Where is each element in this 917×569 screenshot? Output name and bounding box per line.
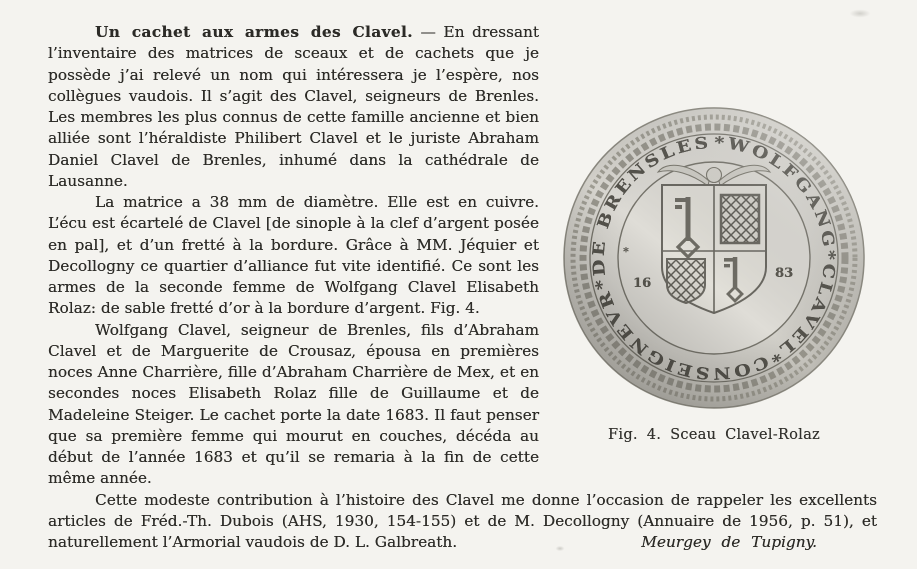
author-signature: Meurgey de Tupigny.: [641, 533, 817, 551]
seal-shading: [564, 108, 864, 408]
paragraph-matrice: La matrice a 38 mm de diamètre. Elle est en cuivre. L’écu est écartelé de Clavel [de sinople à la clef d’argent posée en pal], et d’un fretté à la bordure. Grâce à MM. Jéquier et Decollogny ce quartier d’alliance fut vite identifié. Ce sont les armes de la seconde femme de Wolfgang Clavel Elisabeth Rolaz: de sable fretté d’or à la bordure d’argent. Fig. 4.: [48, 193, 539, 318]
seal-image: [561, 105, 867, 411]
paragraph-conclusion: [48, 490, 877, 554]
paragraph-intro-text: — En dressant l’inventaire des matrices de sceaux et de cachets que je possède j’ai relevé un nom qui intéressera je l’espère, nos collègues vaudois. Il s’agit des Clavel, seigneurs de Brenles. Les membres les plus connus de cette famille ancienne et bien alliée sont l’héraldiste Philibert Clavel et le juriste Abraham Daniel Clavel de Brenles, inhumé dans la cathédrale de Lausanne.: [48, 23, 539, 190]
seal-figure: [551, 105, 877, 478]
article-title: Un cachet aux armes des Clavel.: [95, 23, 413, 41]
paragraph-conclusion-text: Cette modeste contribution à l’histoire des Clavel me donne l’occasion de rappeler les excellents articles de Fréd.-Th. Dubois (AHS, 1930, 154-155) et de M. Decollogny (Annuaire de 1956, p. 51), et naturellement l’Armorial vaudois de D. L. Galbreath.: [48, 490, 877, 551]
figure-caption: Fig. 4. Sceau Clavel-Rolaz: [608, 427, 820, 443]
paragraph-wolfgang: Wolfgang Clavel, seigneur de Brenles, fils d’Abraham Clavel et de Marguerite de Crousaz, épousa en premières noces Anne Charrière, fille d’Abraham Charrière de Mex, et en secondes noces Elisabeth Rolaz fille de Guillaume et de Madeleine Steiger. Le cachet porte la date 1683. Il faut penser que sa première femme qui mourut en couches, décéda au début de l’année 1683 et qu’il se remaria à la fin de cette même année.: [48, 320, 539, 488]
scan-smudge: [846, 8, 874, 19]
